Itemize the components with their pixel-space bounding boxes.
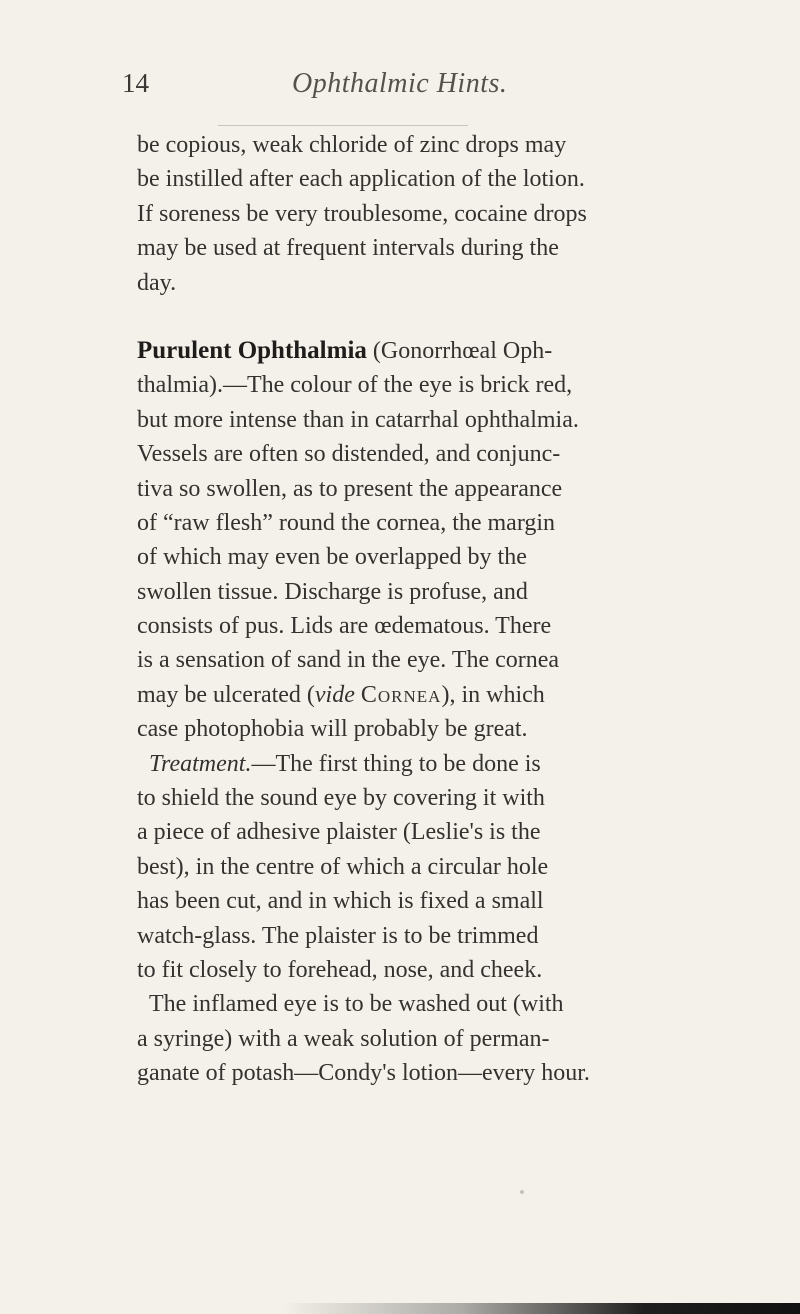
text-line-vide [137, 678, 727, 712]
text-line: thalmia).—The colour of the eye is brick red, [137, 372, 573, 399]
text-line: a piece of adhesive plaister (Leslie's is the [137, 819, 541, 846]
text-line: watch-glass. The plaister is to be trimmed [137, 922, 539, 949]
treatment-line [137, 747, 727, 781]
indented-text: The inflamed eye is to be washed out (with [149, 991, 564, 1018]
body-text [137, 128, 727, 1091]
running-head [122, 68, 722, 108]
text-line: of “raw flesh” round the cornea, the margin [137, 509, 556, 536]
text-line: consists of pus. Lids are œdematous. There [137, 613, 552, 640]
text-line: but more intense than in catarrhal ophthalmia. [137, 406, 579, 433]
text-line: If soreness be very troublesome, cocaine drops [137, 200, 587, 227]
text-line: a syringe) with a weak solution of perman- [137, 1025, 550, 1052]
text-line: of which may even be overlapped by the [137, 544, 527, 571]
text-line: day. [137, 269, 177, 296]
section-heading-rest: (Gonorrhœal Oph- [366, 337, 553, 364]
text-line: case photophobia will probably be great. [137, 716, 528, 743]
section-heading: Purulent Ophthalmia [137, 336, 367, 364]
text-line: Vessels are often so distended, and conjunc- [137, 441, 561, 468]
text-line: to fit closely to forehead, nose, and cheek. [137, 956, 543, 983]
text-line: best), in the centre of which a circular hole [137, 853, 549, 880]
header-rule [218, 125, 468, 126]
running-title: Ophthalmic Hints. [292, 68, 508, 99]
vide-word: vide [314, 681, 355, 708]
text-line: ganate of potash—Condy's lotion—every hour. [137, 1060, 590, 1087]
text-line: is a sensation of sand in the eye. The cornea [137, 647, 560, 674]
text-line: has been cut, and in which is fixed a small [137, 888, 544, 915]
treatment-label: Treatment. [149, 750, 252, 777]
vide-before: may be ulcerated ( [137, 681, 315, 708]
text-line: be instilled after each application of the lotion. [137, 166, 585, 193]
text-line: to shield the sound eye by covering it with [137, 785, 545, 812]
vide-after: ), in which [441, 681, 545, 708]
cross-reference: Cornea [360, 681, 442, 708]
text-line: be copious, weak chloride of zinc drops may [137, 132, 567, 158]
text-line: may be used at frequent intervals during the [137, 235, 559, 262]
text-line: swollen tissue. Discharge is profuse, and [137, 578, 528, 605]
page-edge-shadow [280, 1303, 800, 1314]
section-heading-line [137, 334, 727, 368]
paragraph-gap [137, 300, 727, 334]
text-line: tiva so swollen, as to present the appearance [137, 475, 563, 502]
treatment-first-line: —The first thing to be done is [251, 750, 541, 777]
page-speck [520, 1190, 524, 1194]
text-line-indented [137, 987, 727, 1021]
page-number: 14 [122, 68, 149, 98]
